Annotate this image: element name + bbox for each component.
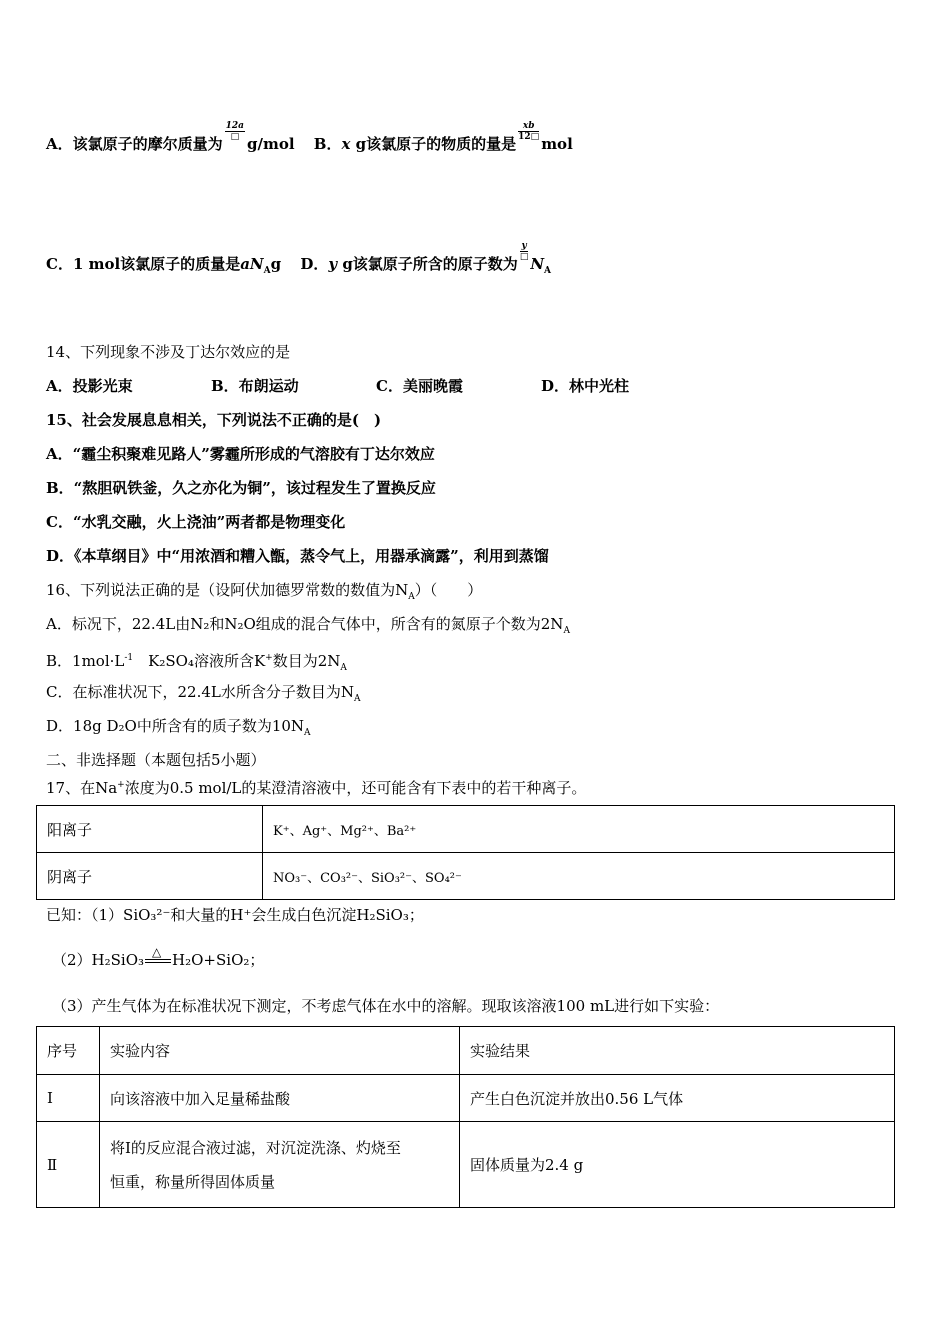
q16-option-b-sup: -1 (124, 653, 134, 663)
q14-option-d: D．林中光柱 (541, 377, 630, 395)
q16-option-d-text: D．18g D₂O中所含有的质子数为10N (46, 717, 305, 735)
row-1-id: Ⅰ (37, 1075, 100, 1122)
q17-stem-post: 浓度为0.5 mol/L的某澄清溶液中，还可能含有下表中的若干种离子。 (124, 779, 587, 797)
q13-option-b-fraction (518, 121, 539, 142)
experiment-row-1 (37, 1075, 895, 1122)
known-2-reactant: （2）H₂SiO₃ (52, 951, 145, 969)
experiment-table-header (37, 1027, 895, 1075)
q13-option-b-text: g该氯原子的物质的量是 (350, 135, 517, 153)
q16-option-b-sup2: + (265, 653, 273, 663)
fraction-denominator: 12□ (518, 131, 540, 142)
experiment-row-2 (37, 1122, 895, 1208)
experiment-table (36, 1026, 895, 1208)
fraction-numerator: xb (518, 121, 539, 132)
row-1-result: 产生白色沉淀并放出0.56 L气体 (460, 1075, 895, 1122)
row-1-content: 向该溶液中加入足量稀盐酸 (100, 1075, 460, 1122)
q13-option-a-unit: g/mol (247, 135, 295, 153)
q13-option-a-fraction (225, 121, 245, 142)
fraction-numerator: 12a (225, 120, 245, 131)
q16-option-c-text: C．在标准状况下，22.4L水所含分子数目为N (46, 683, 354, 701)
q13-line-cd (46, 240, 552, 281)
q13-option-c-text: 1 mol该氯原子的质量是 (72, 255, 241, 273)
q15-option-d: D．《本草纲目》中“用浓酒和糟入甑，蒸令气上，用器承滴露”，利用到蒸馏 (46, 547, 549, 565)
known-2-products: H₂O+SiO₂； (172, 951, 265, 969)
row-2-content-line-1: 将Ⅰ的反应混合液过滤，对沉淀洗涤、灼烧至 (110, 1138, 401, 1157)
q13-option-d-fraction (520, 241, 529, 262)
q14-stem: 14、下列现象不涉及丁达尔效应的是 (46, 343, 291, 361)
anion-values: NO₃⁻、CO₃²⁻、SiO₃²⁻、SO₄²⁻ (263, 853, 895, 900)
q16-option-c-sub: A (353, 694, 361, 704)
row-2-result: 固体质量为2.4 g (460, 1122, 895, 1208)
header-content: 实验内容 (100, 1027, 460, 1075)
row-2-content-line-2: 恒重，称量所得固体质量 (110, 1172, 276, 1191)
q13-option-b-unit: mol (541, 135, 573, 153)
q17-known-2 (52, 945, 265, 970)
q15-stem: 15、社会发展息息相关，下列说法不正确的是( ) (46, 411, 382, 429)
q16-option-b-pre: B．1mol·L (46, 652, 125, 670)
q13-option-b-label: B． (313, 135, 342, 153)
heat-condition: △ (152, 945, 162, 959)
q16-option-d (46, 716, 311, 743)
q13-option-d-tail: N (530, 255, 545, 273)
q15-option-b: B．“熬胆矾铁釜，久之亦化为铜”，该过程发生了置换反应 (46, 479, 436, 497)
q16-option-b (46, 648, 347, 678)
cation-label: 阳离子 (37, 806, 263, 853)
q13-option-a-text: 该氯原子的摩尔质量为 (72, 135, 223, 153)
q16-option-b-sub: A (340, 663, 347, 673)
q13-option-c-sub: A (263, 266, 271, 276)
q16-stem-sub: A (408, 592, 415, 602)
q16-stem (46, 580, 482, 607)
q16-option-b-mid: K₂SO₄溶液所含K (133, 652, 266, 670)
fraction-numerator: y (521, 240, 527, 251)
q14-option-c: C．美丽晚霞 (376, 377, 463, 395)
q16-option-c (46, 682, 360, 709)
q17-stem (46, 775, 586, 798)
q17-stem-sup: + (117, 780, 125, 790)
q16-option-d-sub: A (304, 728, 311, 738)
q14-option-b: B．布朗运动 (211, 377, 299, 395)
row-2-content (100, 1122, 460, 1208)
q13-line-ab (46, 120, 573, 156)
heat-equals-icon (145, 945, 171, 968)
q13-option-c-label: C． (46, 255, 73, 273)
q13-option-a-label: A． (46, 135, 73, 153)
ion-table-row-cation (37, 806, 895, 853)
header-id: 序号 (37, 1027, 100, 1075)
q16-option-b-end: 数目为2N (272, 652, 341, 670)
q13-option-d-var: y (328, 255, 338, 273)
header-result: 实验结果 (460, 1027, 895, 1075)
fraction-denominator: □ (519, 251, 529, 262)
q14-options (46, 376, 629, 396)
q16-option-a-sub: A (563, 626, 570, 636)
q13-option-d-label: D． (300, 255, 329, 273)
q15-option-c: C．“水乳交融，火上浇油”两者都是物理变化 (46, 513, 346, 531)
q16-stem-text: 16、下列说法正确的是（设阿伏加德罗常数的数值为N (46, 581, 409, 599)
q16-option-a-text: A．标况下，22.4L由N₂和N₂O组成的混合气体中，所含有的氮原子个数为2N (46, 615, 564, 633)
q15-option-a: A．“霾尘积聚难见路人”雾霾所形成的气溶胶有丁达尔效应 (46, 445, 435, 463)
anion-label: 阴离子 (37, 853, 263, 900)
section-2-title: 二、非选择题（本题包括5小题） (46, 751, 266, 769)
q13-option-c-expr: aN (240, 255, 264, 273)
q13-option-d-text: g该氯原子所含的原子数为 (337, 255, 518, 273)
ion-table-row-anion (37, 853, 895, 900)
row-2-id: Ⅱ (37, 1122, 100, 1208)
q16-stem-end: ）（ ） (414, 581, 483, 599)
q17-stem-pre: 17、在Na (46, 779, 118, 797)
q14-option-a: A．投影光束 (46, 377, 133, 395)
q17-known-1: 已知：（1）SiO₃²⁻和大量的H⁺会生成白色沉淀H₂SiO₃； (46, 906, 424, 924)
ion-table (36, 805, 895, 900)
fraction-denominator: □ (230, 131, 240, 142)
q13-option-b-var: x (341, 135, 351, 153)
q17-known-3: （3）产生气体为在标准状况下测定，不考虑气体在水中的溶解。现取该溶液100 mL进行如下实验： (52, 997, 720, 1015)
q13-option-c-unit: g (270, 255, 282, 273)
q13-option-d-tail-sub: A (544, 266, 552, 276)
q16-option-a (46, 614, 570, 641)
cation-values: K⁺、Ag⁺、Mg²⁺、Ba²⁺ (263, 806, 895, 853)
